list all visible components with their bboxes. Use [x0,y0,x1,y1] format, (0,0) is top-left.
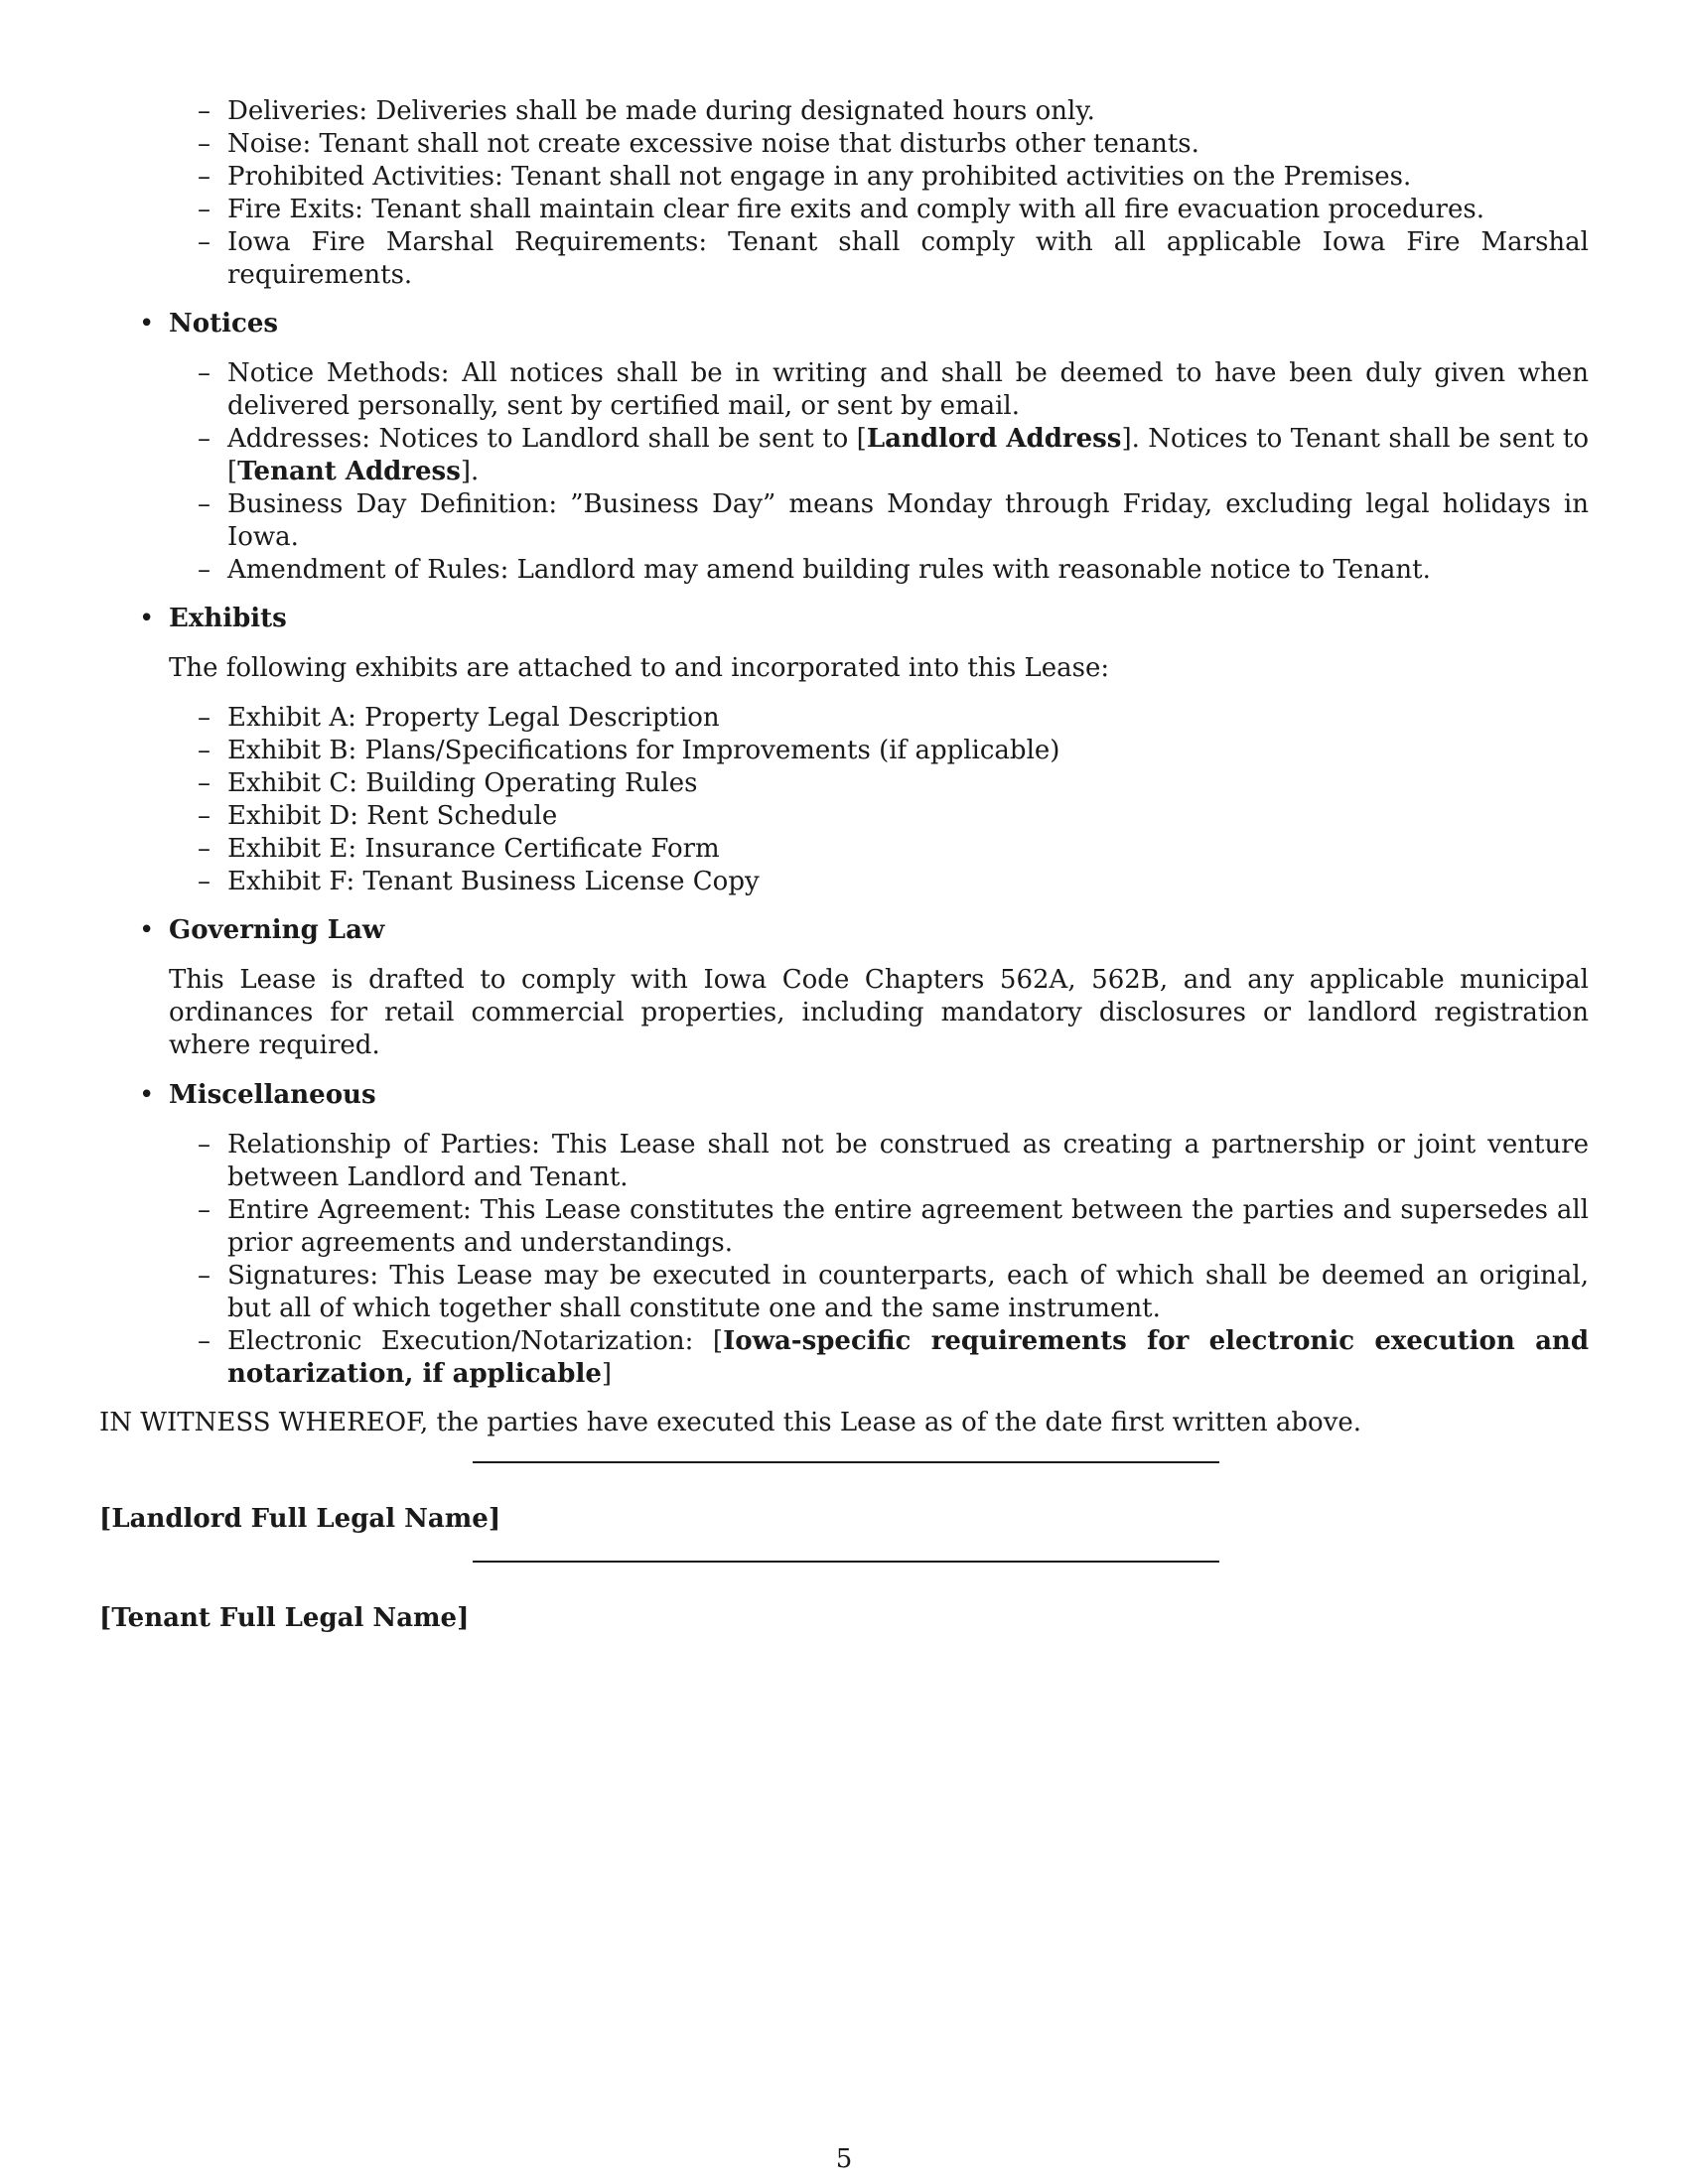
bracket: ] [457,1603,470,1633]
section-heading: • Exhibits [169,603,1589,635]
text-run: ]. [460,457,480,486]
section-heading: • Governing Law [169,914,1589,947]
tenant-name-text: Tenant Full Legal Name [111,1603,458,1633]
list-item: – Exhibit F: Tenant Business License Copy [227,866,1589,898]
section-governing-law [169,914,1589,1062]
exhibits-intro: The following exhibits are attached to and incorporated into this Lease: [169,653,1110,683]
landlord-name [99,1503,500,1536]
list-item: – Noise: Tenant shall not create excessive noise that disturbs other tenants. [227,128,1589,161]
landlord-signature-line[interactable] [473,1461,1219,1463]
text-run: ]. Notices to Tenant shall be sent to [ [227,424,1589,486]
list-item: – Signatures: This Lease may be executed in counterparts, each of which shall be deemed an original, but all of which together shall constitute one and the same instrument. [227,1260,1589,1325]
section-miscellaneous [169,1079,1589,1391]
bracket: [ [99,1504,112,1534]
list-item: – Notice Methods: All notices shall be in writing and shall be deemed to have been duly given when delivered personally, sent by certified mail, or sent by email. [227,357,1589,423]
rules-list [99,95,1589,292]
section-heading: • Miscellaneous [169,1079,1589,1112]
governing-law-text: This Lease is drafted to comply with Iowa Code Chapters 562A, 562B, and any applicable municipal ordinances for retail commercial properties, including mandatory disclosures or landlord registration where required. [169,965,1589,1060]
list-item [227,423,1589,488]
placeholder-landlord-address: Landlord Address [866,424,1122,454]
text-run: ] [601,1359,613,1389]
list-item [227,1325,1589,1391]
list-item: – Iowa Fire Marshal Requirements: Tenant shall comply with all applicable Iowa Fire Marshal requirements. [227,226,1589,292]
placeholder-electronic-execution: Iowa-specific requirements for electronic execution and notarization, if applicable [227,1326,1590,1389]
section-notices [169,308,1589,587]
list-item: – Prohibited Activities: Tenant shall not engage in any prohibited activities on the Premises. [227,161,1589,194]
landlord-name-text: Landlord Full Legal Name [111,1504,489,1534]
list-item: – Deliveries: Deliveries shall be made during designated hours only. [227,95,1589,128]
witness-clause: IN WITNESS WHEREOF, the parties have executed this Lease as of the date first written above. [99,1408,1362,1437]
notices-list [169,357,1589,587]
list-item: – Relationship of Parties: This Lease shall not be construed as creating a partnership or joint venture between Landlord and Tenant. [227,1129,1589,1194]
document-page [99,95,1589,1660]
exhibits-list [169,702,1589,898]
landlord-signature-block [99,1461,1589,1561]
miscellaneous-list [169,1129,1589,1391]
list-item: – Fire Exits: Tenant shall maintain clear fire exits and comply with all fire evacuation procedures. [227,194,1589,226]
bracket: [ [99,1603,112,1633]
tenant-signature-block [99,1561,1589,1660]
list-item: – Amendment of Rules: Landlord may amend building rules with reasonable notice to Tenant. [227,554,1589,587]
list-item: – Exhibit C: Building Operating Rules [227,767,1589,800]
text-run: Electronic Execution/Notarization: [ [227,1326,724,1356]
bracket: ] [488,1504,501,1534]
tenant-signature-line[interactable] [473,1561,1219,1563]
placeholder-tenant-address: Tenant Address [237,457,461,486]
sections-list [99,308,1589,1391]
list-item: – Exhibit E: Insurance Certificate Form [227,833,1589,866]
section-exhibits [169,603,1589,898]
list-item: – Exhibit D: Rent Schedule [227,800,1589,833]
list-item: – Entire Agreement: This Lease constitutes the entire agreement between the parties and supersedes all prior agreements and understandings. [227,1194,1589,1260]
list-item: – Business Day Definition: ”Business Day” means Monday through Friday, excluding legal holidays in Iowa. [227,488,1589,554]
page-number: 5 [835,2144,853,2174]
list-item: – Exhibit A: Property Legal Description [227,702,1589,735]
tenant-name [99,1602,469,1635]
section-heading: • Notices [169,308,1589,341]
text-run: Addresses: Notices to Landlord shall be sent to [ [227,424,867,454]
list-item: – Exhibit B: Plans/Specifications for Improvements (if applicable) [227,735,1589,767]
